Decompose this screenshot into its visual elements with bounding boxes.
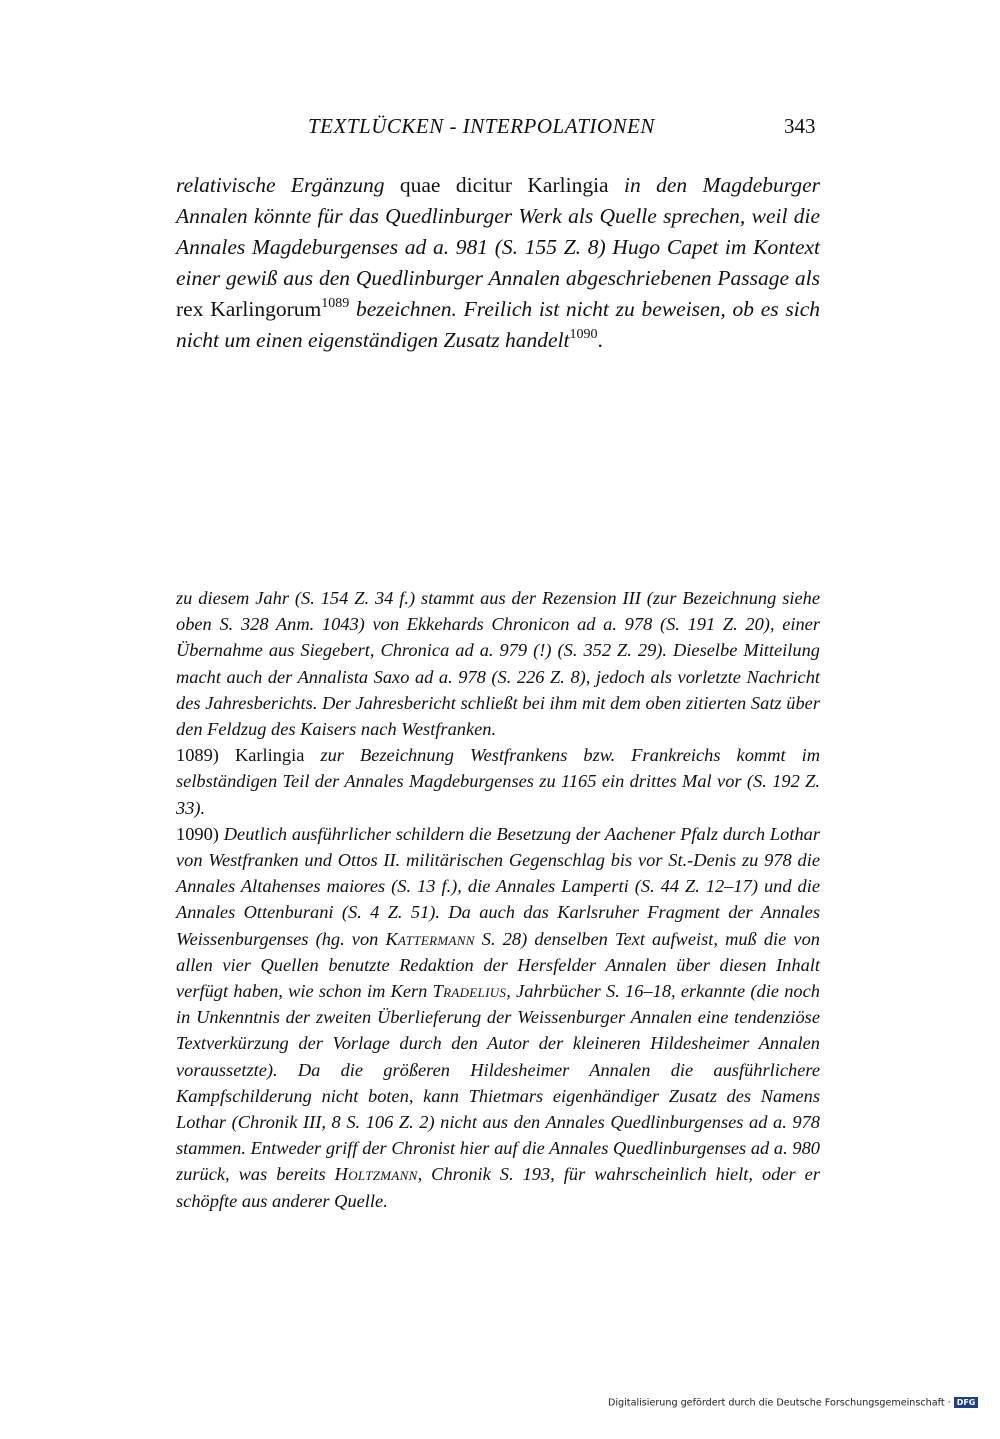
body-text-segment: rex Karlingorum (176, 297, 322, 321)
dfg-logo: DFG (954, 1397, 979, 1408)
footnote-continuation: zu diesem Jahr (S. 154 Z. 34 f.) stammt aus der Rezension III (zur Bezeichnung siehe oben S. 328 Anm. 1043) von Ekkehards Chronicon ad a. 978 (S. 191 Z. 20), einer Übernahme aus Siegebert, Chronica ad a. 979 (!) (S. 352 Z. 29). Dieselbe Mitteilung macht auch der Annalista Saxo ad a. 978 (S. 226 Z. 8), jedoch als vorletzte Nachricht des Jahresberichts. Der Jahresbericht schließt bei ihm mit dem oben zitierten Satz über den Feldzug des Kaisers nach Westfranken. (176, 588, 820, 740)
footnote-text: Deutlich ausführlicher schildern die Besetzung der Aachener Pfalz durch Lothar von Westfranken und Ottos II. militärischen Gegenschlag bis vor St.-Denis zu 978 die Annales Altahenses maiores (S. 13 f.), die Annales Lamperti (S. 44 Z. 12–17) und die Annales Ottenburani (S. 4 Z. 51). Da auch das Karlsruher Fragment der Annales Weissenburgenses (hg. von (176, 823, 820, 949)
author-name: Kattermann (385, 928, 475, 949)
footnote-text: zur Bezeichnung Westfrankens bzw. Frankreichs kommt im selbständigen Teil der Annales Magdeburgenses zu 1165 ein drittes Mal vor (S. 192 Z. 33). (176, 745, 821, 818)
footnotes-block (176, 585, 820, 1214)
footnote-text: , Chronik S. 193, für wahrscheinlich hielt, oder er schöpfte aus anderer Quelle. (176, 1164, 820, 1211)
footnote-reference: 1089 (321, 296, 350, 311)
body-text-segment: quae dicitur Karlingia (384, 173, 624, 197)
page-number: 343 (784, 114, 816, 138)
footnote-text: S. 28) denselben Text aufweist, muß die von allen vier Quellen benutzte Redaktion der Hersfelder Annalen über diesen Inhalt verfügt haben, wie schon im Kern (176, 928, 820, 1002)
author-name: Tradelius (432, 981, 507, 1002)
running-title: TEXTLÜCKEN - INTERPOLATIONEN (308, 114, 655, 138)
footnote-1090 (176, 821, 820, 1214)
digitization-credit (608, 1397, 992, 1409)
body-text-segment: . (597, 328, 603, 352)
body-text-segment: in den Magdeburger Annalen könnte für das Quedlinburger Werk als Quelle sprechen, weil die Annales Magdeburgenses ad a. 981 (S. 155 Z. 8) Hugo Capet im Kontext einer gewiß aus den Quedlinburger Annalen abgeschriebenen Passage als (176, 173, 821, 290)
footnote-reference: 1090 (569, 327, 598, 342)
footnote-label: 1089) Karlingia (176, 745, 305, 766)
footnote-label: 1090) (176, 823, 219, 844)
body-text-segment: relativische Ergänzung (176, 173, 385, 197)
credit-text: Digitalisierung gefördert durch die Deutsche Forschungsgemeinschaft · (608, 1397, 951, 1409)
footnote-text: , Jahrbücher S. 16–18, erkannte (die noch in Unkenntnis der zweiten Überlieferung der Weissenburger Annalen eine tendenziöse Textverkürzung der Vorlage durch den Autor der kleineren Hildesheimer Annalen voraussetzte). Da die größeren Hildesheimer Annalen die ausführlichere Kampfschilderung nicht boten, kann Thietmars eigenhändiger Zusatz des Namens Lothar (Chronik III, 8 S. 106 Z. 2) nicht aus den Annales Quedlinburgenses ad a. 978 stammen. Entweder griff der Chronist hier auf die Annales Quedlinburgenses ad a. 980 zurück, was bereits (176, 981, 820, 1185)
main-paragraph (176, 170, 820, 356)
body-text-segment: bezeichnen. Freilich ist nicht zu beweisen, ob es sich nicht um einen eigenständigen Zusatz handelt (176, 297, 820, 352)
footnote-1089 (176, 742, 820, 821)
author-name: Holtzmann (334, 1164, 418, 1185)
